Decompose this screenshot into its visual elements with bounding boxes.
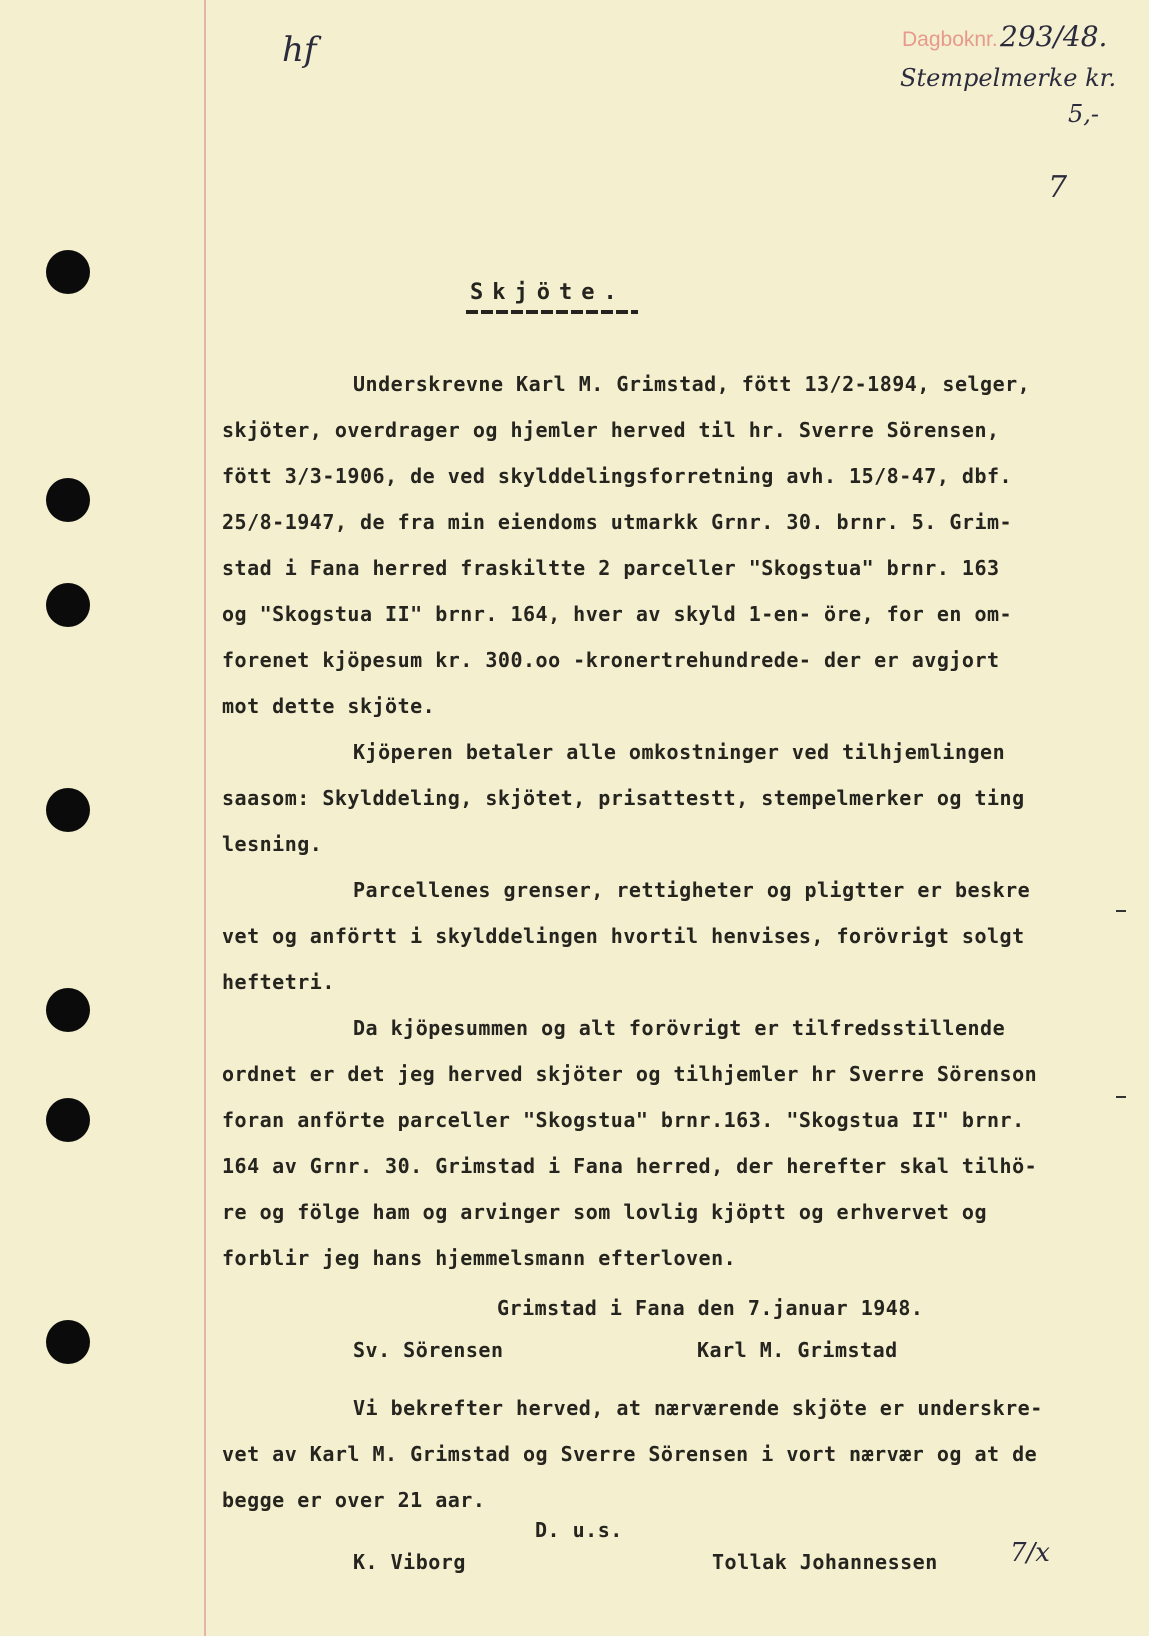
body-line: 25/8-1947, de fra min eiendoms utmarkk Grnr. 30. brnr. 5. Grim- <box>222 510 1013 534</box>
body-line: 164 av Grnr. 30. Grimstad i Fana herred, der herefter skal tilhö- <box>222 1154 1038 1178</box>
body-line: ordnet er det jeg herved skjöter og tilhjemler hr Sverre Sörenson <box>222 1062 1038 1086</box>
witness-line: Vi bekrefter herved, at nærværende skjöte er underskre- <box>353 1396 1043 1420</box>
punch-hole <box>46 788 90 832</box>
body-line: foran anförte parceller "Skogstua" brnr.163. "Skogstua II" brnr. <box>222 1108 1025 1132</box>
bottom-mark: 7/x <box>1010 1538 1050 1568</box>
handwritten-initials: hf <box>282 30 317 70</box>
punch-hole <box>46 250 90 294</box>
body-line: Parcellenes grenser, rettigheter og pligtter er beskre <box>353 878 1031 902</box>
witness-line: vet av Karl M. Grimstad og Sverre Sörensen i vort nærvær og at de <box>222 1442 1038 1466</box>
title-underline <box>466 310 638 314</box>
punch-hole <box>46 583 90 627</box>
stamp-fee-value: 5,- <box>1068 100 1100 128</box>
signature-buyer: Sv. Sörensen <box>353 1338 504 1362</box>
place-date: Grimstad i Fana den 7.januar 1948. <box>497 1296 924 1320</box>
punch-hole <box>46 478 90 522</box>
body-line: fött 3/3-1906, de ved skylddelingsforretning avh. 15/8-47, dbf. <box>222 464 1013 488</box>
witness-line: begge er over 21 aar. <box>222 1488 486 1512</box>
body-line: og "Skogstua II" brnr. 164, hver av skyld 1-en- öre, for en om- <box>222 602 1013 626</box>
document-title: Skjöte. <box>470 280 626 305</box>
body-line: lesning. <box>222 832 323 856</box>
stamp-fee-label: Stempelmerke kr. <box>900 64 1117 92</box>
body-line: heftetri. <box>222 970 335 994</box>
margin-line <box>204 0 206 1636</box>
body-line: forenet kjöpesum kr. 300.oo -kronertrehundrede- der er avgjort <box>222 648 1000 672</box>
body-line: saasom: Skylddeling, skjötet, prisattestt, stempelmerker og ting <box>222 786 1025 810</box>
witness-left: K. Viborg <box>353 1550 466 1574</box>
body-line: vet og anförtt i skylddelingen hvortil henvises, forövrigt solgt <box>222 924 1025 948</box>
punch-hole <box>46 988 90 1032</box>
body-line: stad i Fana herred fraskiltte 2 parceller "Skogstua" brnr. 163 <box>222 556 1000 580</box>
witness-right: Tollak Johannessen <box>712 1550 938 1574</box>
body-line: re og fölge ham og arvinger som lovlig kjöptt og erhvervet og <box>222 1200 988 1224</box>
body-line: skjöter, overdrager og hjemler herved til hr. Sverre Sörensen, <box>222 418 1000 442</box>
body-line: Underskrevne Karl M. Grimstad, fött 13/2-1894, selger, <box>353 372 1031 396</box>
dagbok-stamp-label: Dagboknr. <box>902 28 998 51</box>
dus-mark: D. u.s. <box>535 1518 623 1542</box>
margin-dash <box>1116 1096 1126 1098</box>
dagbok-number: 293/48. <box>1000 20 1108 53</box>
signature-seller: Karl M. Grimstad <box>697 1338 898 1362</box>
punch-hole <box>46 1320 90 1364</box>
corner-mark: 7 <box>1048 170 1068 205</box>
punch-hole <box>46 1098 90 1142</box>
body-line: Kjöperen betaler alle omkostninger ved tilhjemlingen <box>353 740 1006 764</box>
margin-dash <box>1116 910 1126 912</box>
body-line: mot dette skjöte. <box>222 694 436 718</box>
body-line: Da kjöpesummen og alt forövrigt er tilfredsstillende <box>353 1016 1006 1040</box>
body-line: forblir jeg hans hjemmelsmann efterloven. <box>222 1246 737 1270</box>
